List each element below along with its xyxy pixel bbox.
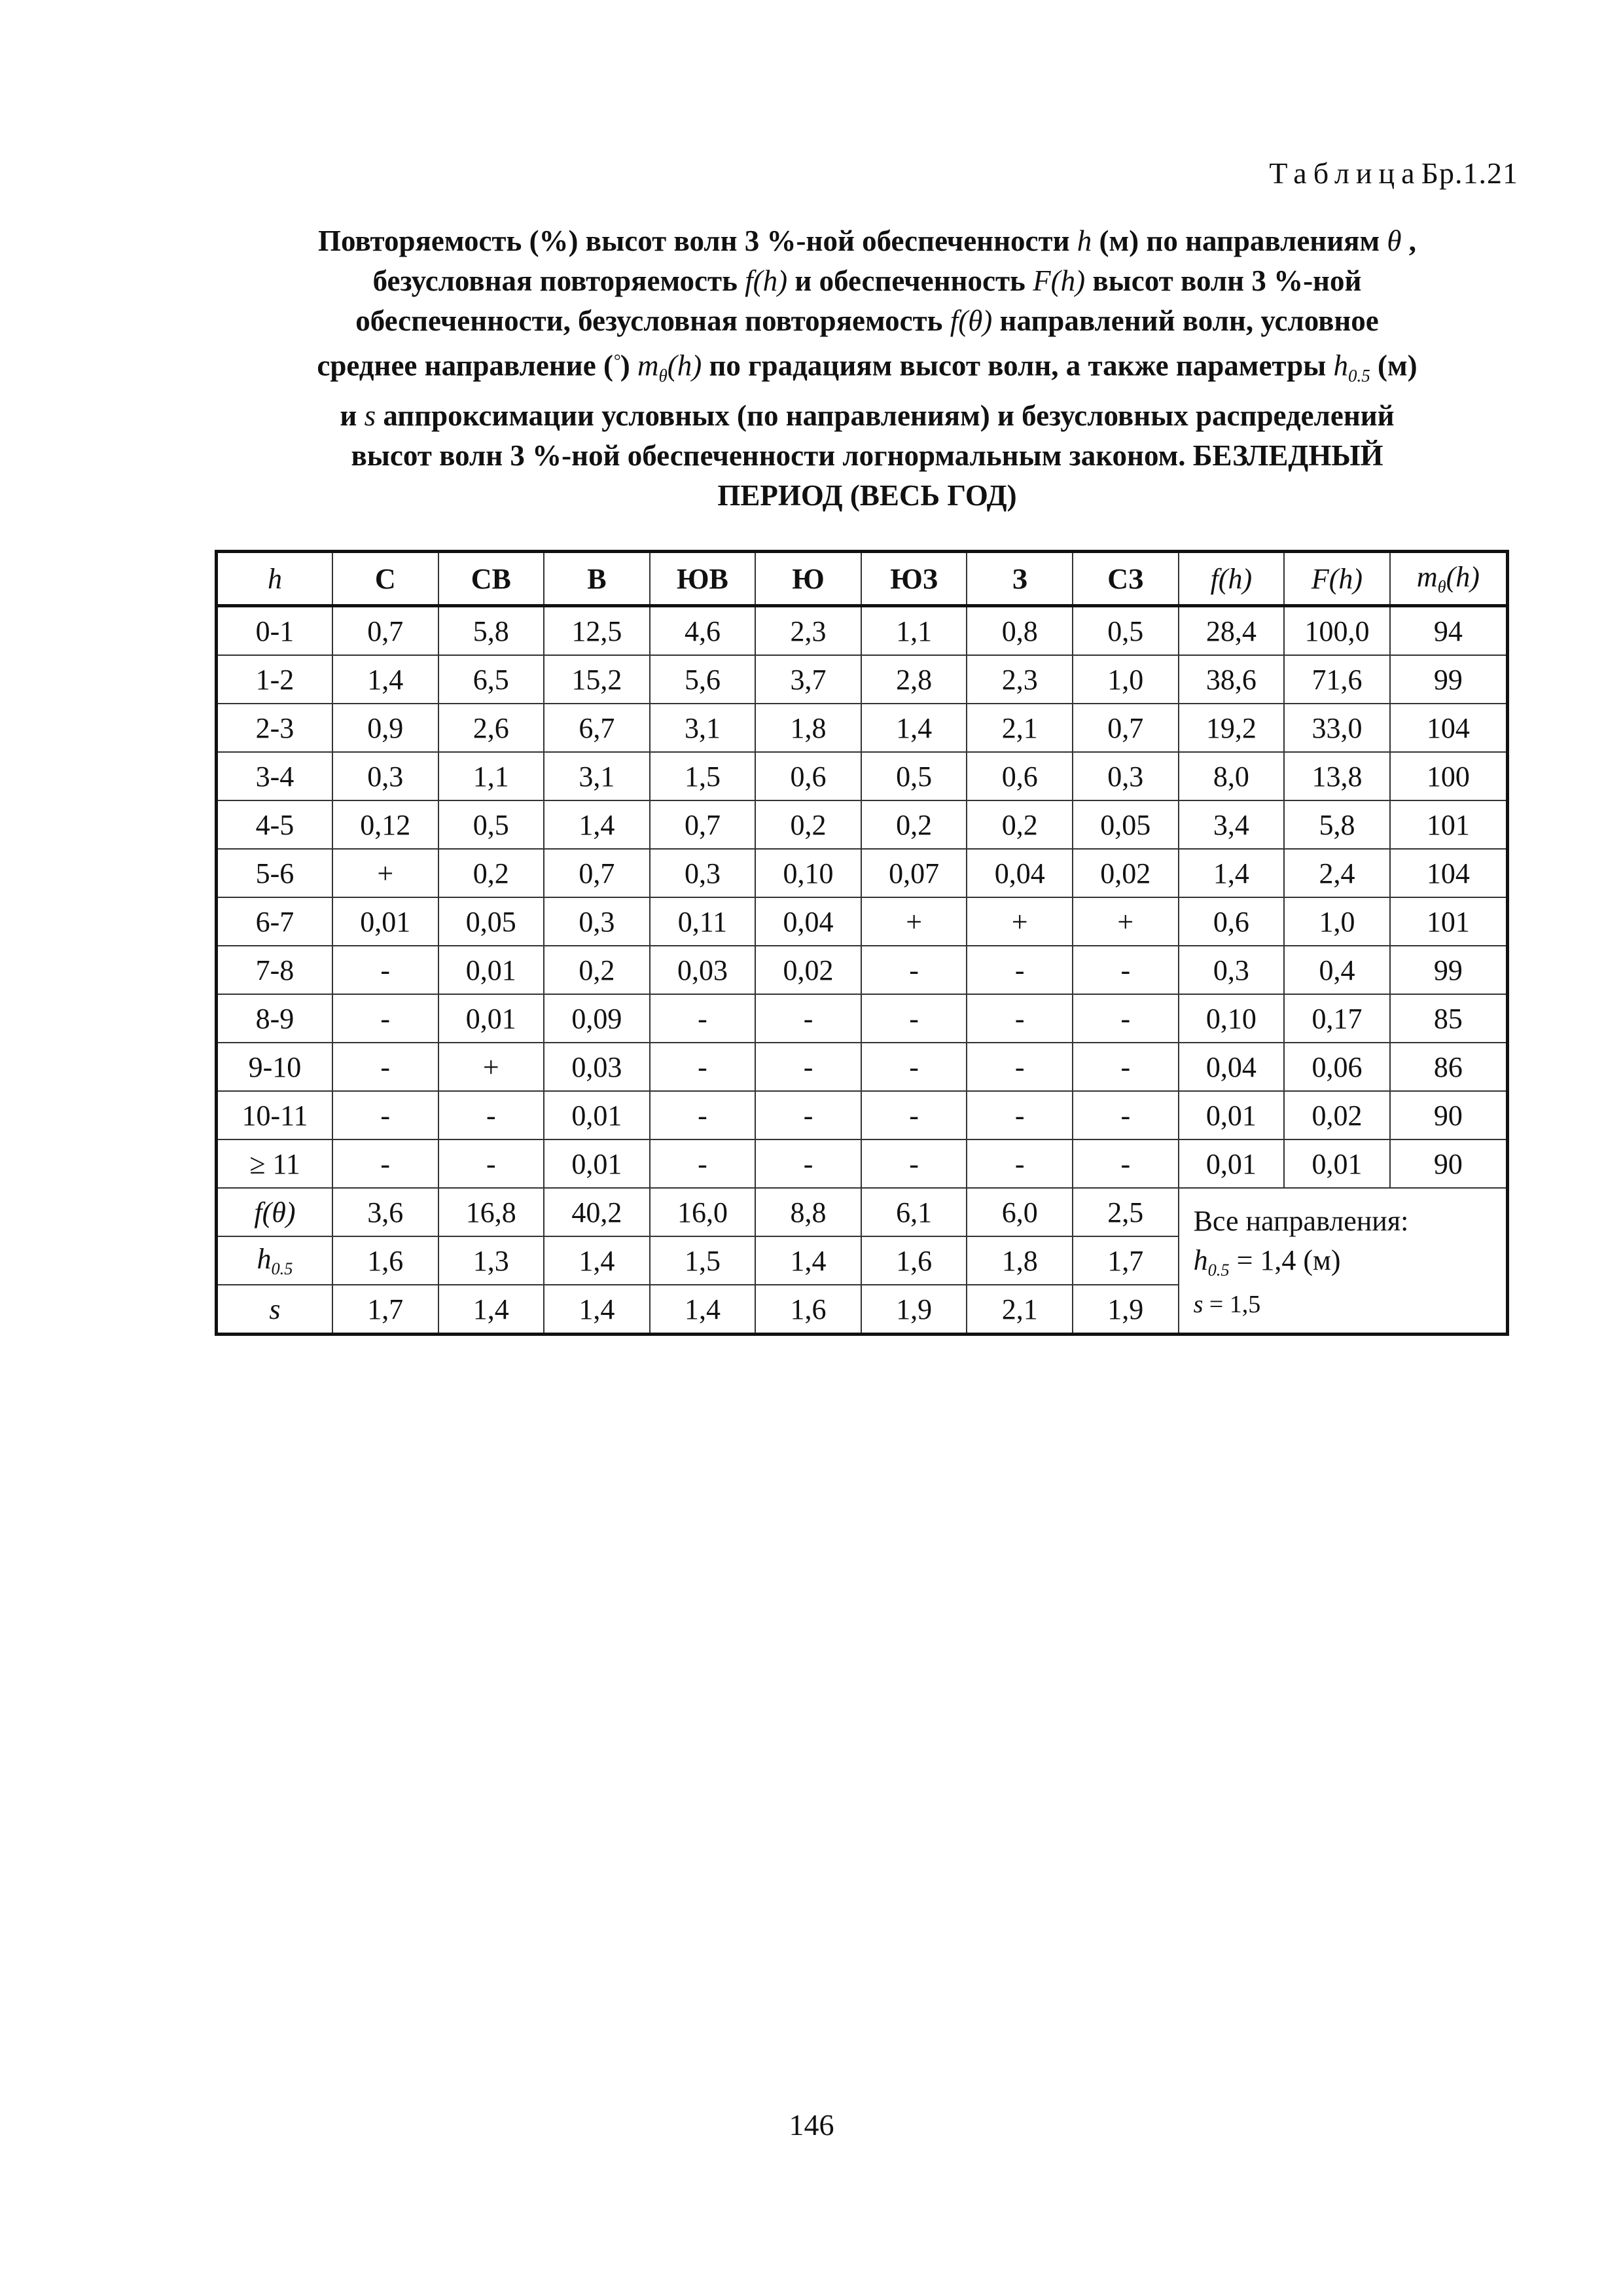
all-directions-summary [1179, 1188, 1508, 1335]
table-cell: 3,7 [755, 655, 861, 704]
table-cell: 2,1 [967, 1285, 1073, 1335]
table-cell: 0,01 [544, 1139, 650, 1188]
header-m-theta: $m_\theta(h)$ [1390, 552, 1508, 606]
table-cell: 0,3 [332, 752, 438, 800]
table-cell: 1,4 [755, 1236, 861, 1285]
table-cell: 0,3 [650, 849, 756, 897]
table-row [217, 704, 1508, 752]
table-cell: - [967, 1043, 1073, 1091]
table-cell: 0,01 [1284, 1139, 1390, 1188]
table-cell: 0,10 [755, 849, 861, 897]
table-cell: - [967, 994, 1073, 1043]
table-cell: 1,4 [438, 1285, 544, 1335]
table-cell: - [967, 1139, 1073, 1188]
table-cell: 1,1 [861, 606, 967, 656]
table-cell: 85 [1390, 994, 1508, 1043]
header-direction: В [544, 552, 650, 606]
table-cell: - [967, 946, 1073, 994]
table-cell: - [332, 946, 438, 994]
header-f-h: f(h) [1179, 552, 1285, 606]
table-cell: 0,3 [1073, 752, 1179, 800]
header-h: h [217, 552, 332, 606]
table-cell: - [332, 1139, 438, 1188]
table-cell: 5,8 [438, 606, 544, 656]
table-cell: - [755, 1091, 861, 1139]
height-range-cell: 5-6 [217, 849, 332, 897]
table-cell: 1,9 [1073, 1285, 1179, 1335]
table-caption [216, 221, 1518, 516]
table-cell: 1,8 [755, 704, 861, 752]
caption-line-3: обеспеченности, безусловная повторяемость f(θ) направлений волн, условное [355, 304, 1379, 337]
s-label: s [217, 1285, 332, 1335]
caption-line-5: и s аппроксимации условных (по направлениям) и безусловных распределений [340, 399, 1395, 432]
table-cell: - [755, 994, 861, 1043]
table-cell: 0,4 [1284, 946, 1390, 994]
table-row [217, 800, 1508, 849]
table-cell: + [438, 1043, 544, 1091]
table-cell: 2,1 [967, 704, 1073, 752]
table-cell: 0,02 [755, 946, 861, 994]
table-cell: 0,17 [1284, 994, 1390, 1043]
f-theta-label: f(θ) [217, 1188, 332, 1236]
height-range-cell: 9-10 [217, 1043, 332, 1091]
table-cell: 0,2 [967, 800, 1073, 849]
table-cell: 6,5 [438, 655, 544, 704]
table-cell: 40,2 [544, 1188, 650, 1236]
table-body [217, 606, 1508, 1189]
table-cell: 5,8 [1284, 800, 1390, 849]
table-cell: 2,3 [967, 655, 1073, 704]
table-cell: - [332, 1091, 438, 1139]
table-cell: 0,7 [650, 800, 756, 849]
table-row [217, 1043, 1508, 1091]
table-cell: 0,02 [1073, 849, 1179, 897]
table-cell: 1,5 [650, 752, 756, 800]
table-cell: 6,0 [967, 1188, 1073, 1236]
table-cell: 90 [1390, 1139, 1508, 1188]
table-cell: - [332, 1043, 438, 1091]
table-cell: 3,1 [544, 752, 650, 800]
caption-line-6: высот волн 3 %-ной обеспеченности логнормальным законом. БЕЗЛЕДНЫЙ [351, 439, 1383, 472]
table-cell: 8,0 [1179, 752, 1285, 800]
table-cell: 1,6 [755, 1285, 861, 1335]
table-cell: 1,4 [332, 655, 438, 704]
header-direction: СВ [438, 552, 544, 606]
table-cell: 0,03 [544, 1043, 650, 1091]
table-cell: - [650, 994, 756, 1043]
table-cell: 1,8 [967, 1236, 1073, 1285]
table-cell: 1,4 [650, 1285, 756, 1335]
table-cell: 12,5 [544, 606, 650, 656]
height-range-cell: 2-3 [217, 704, 332, 752]
table-cell: 0,7 [544, 849, 650, 897]
table-cell: 0,06 [1284, 1043, 1390, 1091]
table-row [217, 994, 1508, 1043]
table-cell: 16,0 [650, 1188, 756, 1236]
table-cell: 99 [1390, 946, 1508, 994]
table-cell: - [1073, 1043, 1179, 1091]
caption-line-7: ПЕРИОД (ВЕСЬ ГОД) [717, 478, 1017, 512]
table-cell: 0,04 [1179, 1043, 1285, 1091]
table-row [217, 752, 1508, 800]
table-cell: 1,9 [861, 1285, 967, 1335]
table-cell: 1,4 [544, 1236, 650, 1285]
table-cell: 0,01 [544, 1091, 650, 1139]
table-cell: 101 [1390, 897, 1508, 946]
table-cell: 15,2 [544, 655, 650, 704]
header-direction: Ю [755, 552, 861, 606]
table-cell: 1,3 [438, 1236, 544, 1285]
header-direction: З [967, 552, 1073, 606]
f-theta-row [217, 1188, 1508, 1236]
table-cell: + [1073, 897, 1179, 946]
table-cell: 100 [1390, 752, 1508, 800]
table-cell: 90 [1390, 1091, 1508, 1139]
header-F-h: F(h) [1284, 552, 1390, 606]
table-cell: - [755, 1043, 861, 1091]
table-cell: + [332, 849, 438, 897]
table-cell: 1,0 [1284, 897, 1390, 946]
table-cell: 33,0 [1284, 704, 1390, 752]
table-cell: 100,0 [1284, 606, 1390, 656]
table-row [217, 606, 1508, 656]
height-range-cell: 10-11 [217, 1091, 332, 1139]
table-cell: 0,5 [861, 752, 967, 800]
table-cell: 0,12 [332, 800, 438, 849]
wave-height-table [215, 550, 1509, 1336]
table-cell: 16,8 [438, 1188, 544, 1236]
table-cell: 1,1 [438, 752, 544, 800]
table-cell: 1,6 [332, 1236, 438, 1285]
header-direction: С [332, 552, 438, 606]
table-cell: 6,1 [861, 1188, 967, 1236]
table-cell: 101 [1390, 800, 1508, 849]
table-cell: 2,4 [1284, 849, 1390, 897]
table-cell: - [650, 1043, 756, 1091]
table-cell: 0,07 [861, 849, 967, 897]
caption-line-4: среднее направление (°) $m_\theta(h)$ по градациям высот волн, а также параметры $h_{0.5}$ (м) [317, 349, 1418, 386]
table-cell: - [861, 946, 967, 994]
height-range-cell: ≥ 11 [217, 1139, 332, 1188]
table-cell: 1,4 [1179, 849, 1285, 897]
table-cell: - [861, 1091, 967, 1139]
height-range-cell: 3-4 [217, 752, 332, 800]
height-range-cell: 1-2 [217, 655, 332, 704]
table-cell: 0,04 [967, 849, 1073, 897]
table-cell: - [1073, 946, 1179, 994]
table-cell: 104 [1390, 849, 1508, 897]
table-cell: - [650, 1139, 756, 1188]
table-footer [217, 1188, 1508, 1335]
table-cell: 0,7 [332, 606, 438, 656]
table-cell: 3,6 [332, 1188, 438, 1236]
header-direction: СЗ [1073, 552, 1179, 606]
summary-s: s = 1,5 [1193, 1291, 1261, 1319]
table-cell: 94 [1390, 606, 1508, 656]
table-cell: - [967, 1091, 1073, 1139]
table-row [217, 946, 1508, 994]
table-cell: - [1073, 1139, 1179, 1188]
table-cell: 0,05 [1073, 800, 1179, 849]
table-cell: 1,7 [332, 1285, 438, 1335]
table-cell: 71,6 [1284, 655, 1390, 704]
table-cell: - [861, 1043, 967, 1091]
table-cell: 0,3 [1179, 946, 1285, 994]
table-cell: 0,11 [650, 897, 756, 946]
table-cell: 19,2 [1179, 704, 1285, 752]
table-cell: 0,03 [650, 946, 756, 994]
table-cell: 0,02 [1284, 1091, 1390, 1139]
table-cell: - [861, 1139, 967, 1188]
table-cell: - [1073, 1091, 1179, 1139]
page-number: 146 [789, 2108, 834, 2142]
table-cell: 0,01 [1179, 1139, 1285, 1188]
table-cell: 2,6 [438, 704, 544, 752]
table-cell: 2,3 [755, 606, 861, 656]
table-cell: 0,3 [544, 897, 650, 946]
table-cell: 0,6 [1179, 897, 1285, 946]
table-cell: 0,7 [1073, 704, 1179, 752]
height-range-cell: 7-8 [217, 946, 332, 994]
table-cell: + [967, 897, 1073, 946]
table-cell: 8,8 [755, 1188, 861, 1236]
height-range-cell: 4-5 [217, 800, 332, 849]
table-cell: - [861, 994, 967, 1043]
table-cell: 0,5 [438, 800, 544, 849]
table-row [217, 1139, 1508, 1188]
table-cell: - [650, 1091, 756, 1139]
height-range-cell: 8-9 [217, 994, 332, 1043]
table-cell: 1,0 [1073, 655, 1179, 704]
table-cell: 1,4 [544, 1285, 650, 1335]
table-cell: 28,4 [1179, 606, 1285, 656]
table-cell: 0,2 [544, 946, 650, 994]
table-cell: 1,5 [650, 1236, 756, 1285]
table-cell: 3,4 [1179, 800, 1285, 849]
table-cell: 0,2 [861, 800, 967, 849]
table-cell: 0,2 [438, 849, 544, 897]
table-cell: + [861, 897, 967, 946]
table-cell: - [332, 994, 438, 1043]
table-row [217, 1091, 1508, 1139]
table-cell: - [755, 1139, 861, 1188]
table-cell: 13,8 [1284, 752, 1390, 800]
table-cell: 0,04 [755, 897, 861, 946]
table-cell: 0,6 [755, 752, 861, 800]
table-cell: 1,4 [544, 800, 650, 849]
table-cell: 2,8 [861, 655, 967, 704]
h05-label: $h_{0.5}$ [217, 1236, 332, 1285]
table-cell: 2,5 [1073, 1188, 1179, 1236]
table-cell: 0,5 [1073, 606, 1179, 656]
table-cell: 104 [1390, 704, 1508, 752]
caption-line-1: Повторяемость (%) высот волн 3 %-ной обеспеченности h (м) по направлениям θ , [317, 224, 1417, 257]
table-cell: 4,6 [650, 606, 756, 656]
header-row [217, 552, 1508, 606]
summary-h05: $h_{0.5} = 1,4$ (м) [1193, 1244, 1341, 1280]
header-direction: ЮЗ [861, 552, 967, 606]
table-cell: 3,1 [650, 704, 756, 752]
table-cell: 99 [1390, 655, 1508, 704]
table-cell: 1,4 [861, 704, 967, 752]
table-row [217, 655, 1508, 704]
table-cell: 0,9 [332, 704, 438, 752]
table-cell: 6,7 [544, 704, 650, 752]
table-cell: 5,6 [650, 655, 756, 704]
table-cell: 0,2 [755, 800, 861, 849]
table-cell: 0,10 [1179, 994, 1285, 1043]
table-cell: 0,01 [332, 897, 438, 946]
table-cell: 0,05 [438, 897, 544, 946]
table-cell: 0,01 [1179, 1091, 1285, 1139]
height-range-cell: 0-1 [217, 606, 332, 656]
table-row [217, 849, 1508, 897]
table-cell: 0,8 [967, 606, 1073, 656]
table-cell: 38,6 [1179, 655, 1285, 704]
height-range-cell: 6-7 [217, 897, 332, 946]
table-cell: - [438, 1139, 544, 1188]
header-direction: ЮВ [650, 552, 756, 606]
table-cell: - [1073, 994, 1179, 1043]
table-cell: 1,6 [861, 1236, 967, 1285]
summary-title: Все направления: [1193, 1205, 1409, 1237]
table-cell: 0,6 [967, 752, 1073, 800]
table-cell: 0,01 [438, 994, 544, 1043]
table-cell: - [438, 1091, 544, 1139]
table-number: ТаблицаБр.1.21 [1269, 156, 1518, 190]
table-row [217, 897, 1508, 946]
table-cell: 0,09 [544, 994, 650, 1043]
caption-line-2: безусловная повторяемость f(h) и обеспеченность F(h) высот волн 3 %-ной [372, 264, 1362, 297]
table-cell: 86 [1390, 1043, 1508, 1091]
table-cell: 0,01 [438, 946, 544, 994]
table-cell: 1,7 [1073, 1236, 1179, 1285]
